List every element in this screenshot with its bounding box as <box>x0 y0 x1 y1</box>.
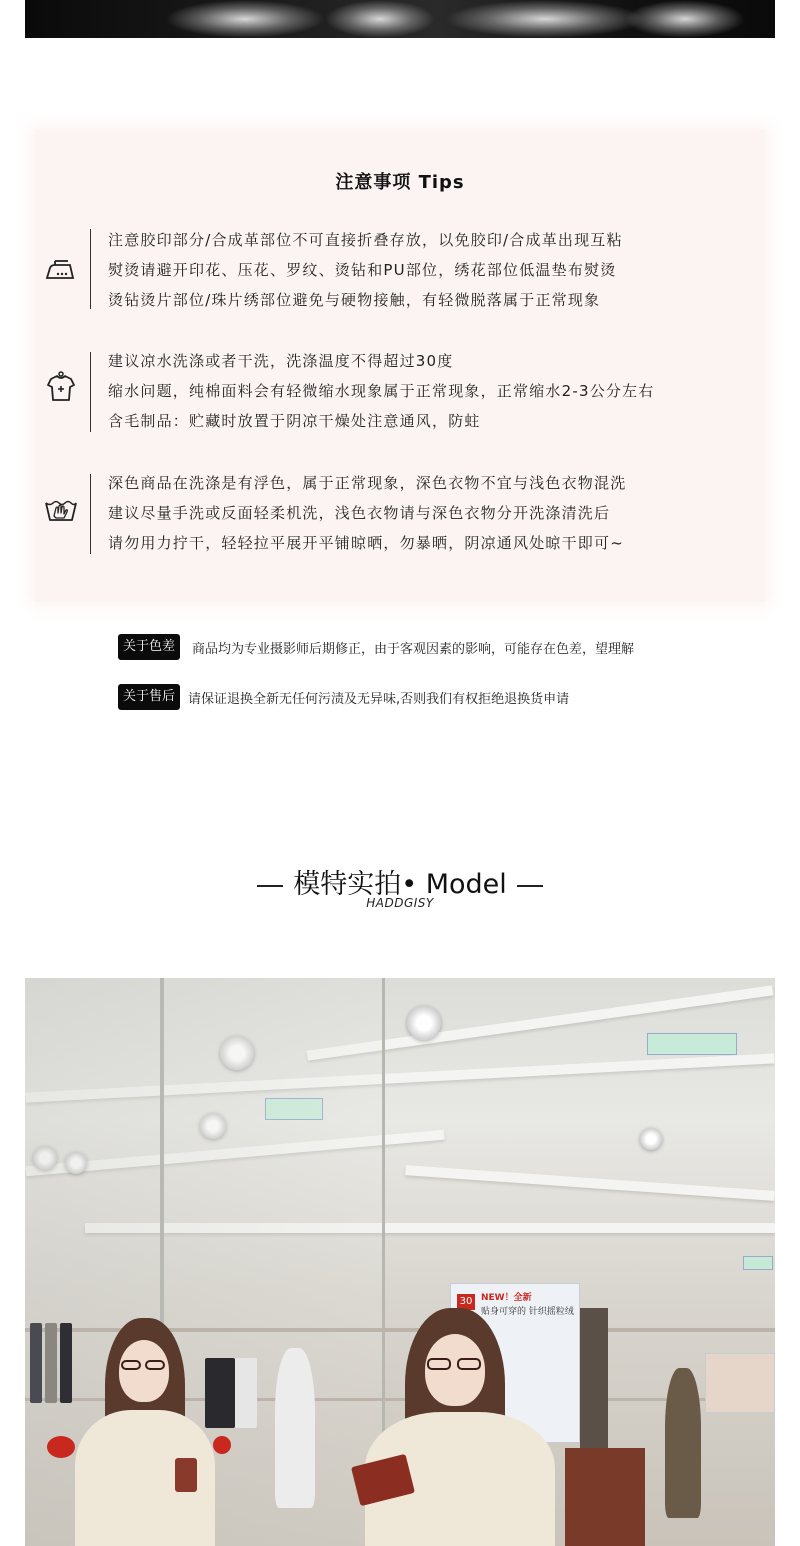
exit-sign <box>647 1033 737 1055</box>
tip-line: 缩水问题，纯棉面料会有轻微缩水现象属于正常现象，正常缩水2-3公分左右 <box>108 382 655 400</box>
tip-lines <box>108 225 623 315</box>
top-product-photo <box>25 0 775 38</box>
title-dash-right <box>517 885 543 887</box>
fur-highlight <box>625 0 745 38</box>
model-main <box>345 1308 565 1546</box>
tip-group-ironing <box>40 225 760 315</box>
hand-wash-icon <box>44 492 78 526</box>
rack-item <box>235 1358 257 1428</box>
note-after-sales <box>118 683 569 711</box>
mannequin <box>275 1348 315 1508</box>
note-text: 商品均为专业摄影师后期修正，由于客观因素的影响，可能存在色差，望理解 <box>192 641 635 657</box>
fur-highlight <box>165 0 325 38</box>
wall-poster <box>705 1353 775 1413</box>
tip-line: 熨烫请避开印花、压花、罗纹、烫钻和PU部位，绣花部位低温垫布熨烫 <box>108 261 617 279</box>
exit-sign <box>743 1256 773 1270</box>
tip-line: 深色商品在洗涤是有浮色，属于正常现象，深色衣物不宜与浅色衣物混洗 <box>108 474 627 492</box>
tips-title: 注意事项 Tips <box>335 172 465 193</box>
note-color-difference <box>118 633 634 661</box>
model-title-text: 模特实拍• Model <box>293 869 507 900</box>
title-dash-left <box>257 885 283 887</box>
rack-item <box>45 1323 57 1403</box>
tip-group-washing <box>40 346 760 436</box>
tip-divider <box>90 474 91 554</box>
glasses <box>121 1360 141 1370</box>
glasses <box>457 1358 481 1370</box>
banner-text: 贴身可穿的 针织摇粒绒 <box>481 1307 574 1317</box>
model-photo <box>25 978 775 1546</box>
note-badge: 关于色差 <box>118 634 180 660</box>
fur-highlight <box>325 0 435 38</box>
tip-divider <box>90 229 91 309</box>
banner-badge: 30 <box>457 1294 475 1310</box>
iron-icon <box>44 252 78 286</box>
tip-line: 请勿用力拧干，轻轻拉平展开平铺晾晒，勿暴晒，阴凉通风处晾干即可~ <box>108 534 624 552</box>
spotlight <box>407 1006 441 1040</box>
note-text: 请保证退换全新无任何污渍及无异味,否则我们有权拒绝退换货申请 <box>188 691 570 707</box>
face <box>119 1340 169 1402</box>
rack-item <box>30 1323 42 1403</box>
shirt-care-icon <box>44 370 78 404</box>
tip-line: 烫钻烫片部位/珠片绣部位避免与硬物接触，有轻微脱落属于正常现象 <box>108 291 601 309</box>
mannequin <box>665 1368 701 1518</box>
glasses <box>427 1358 451 1370</box>
face <box>425 1334 485 1406</box>
spotlight <box>640 1128 662 1150</box>
glasses <box>145 1360 165 1370</box>
tip-line: 含毛制品：贮藏时放置于阴凉干燥处注意通风，防蛀 <box>108 412 481 430</box>
tip-lines <box>108 346 655 436</box>
tip-divider <box>90 352 91 432</box>
note-badge: 关于售后 <box>118 684 180 710</box>
tip-lines <box>108 468 626 558</box>
phone <box>175 1458 197 1492</box>
folded-stack <box>565 1448 645 1546</box>
tip-line: 建议凉水洗涤或者干洗，洗涤温度不得超过30度 <box>108 352 454 370</box>
ceiling-beam <box>405 1165 775 1201</box>
banner-new: NEW！全新 <box>481 1293 532 1303</box>
fur-highlight <box>445 0 645 38</box>
model-reflection <box>65 1318 225 1546</box>
tip-line: 注意胶印部分/合成革部位不可直接折叠存放，以免胶印/合成革出现互粘 <box>108 231 623 249</box>
tip-line: 建议尽量手洗或反面轻柔机洗，浅色衣物请与深色衣物分开洗涤清洗后 <box>108 504 611 522</box>
model-subtitle: HADDGISY <box>366 896 434 910</box>
tip-group-care <box>40 468 760 558</box>
